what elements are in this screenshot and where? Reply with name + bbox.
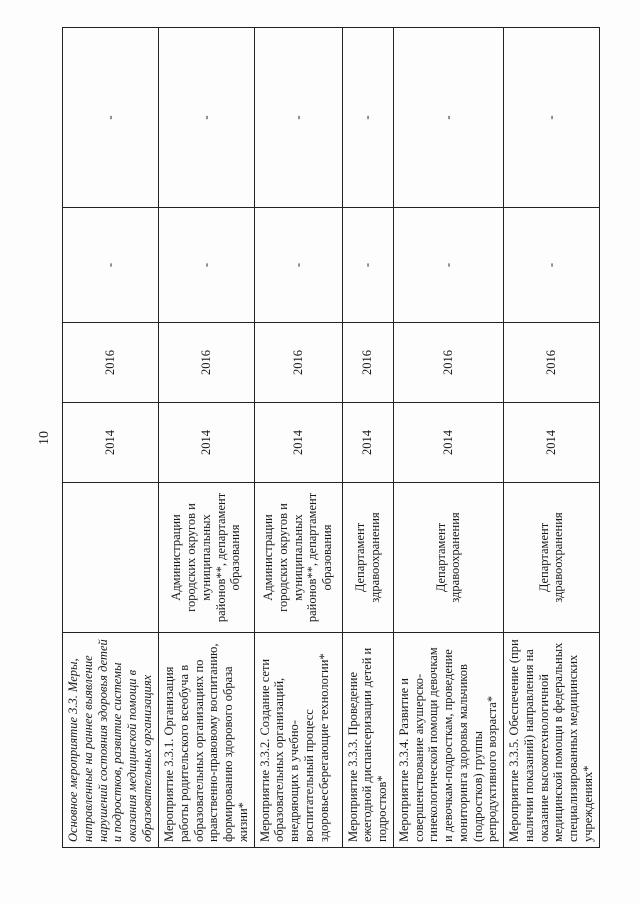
start-year-cell: 2014 [504, 403, 600, 483]
measure-name-cell: Основное мероприятие 3.3. Меры, направленные на раннее выявление нарушений состояния здоровья детей и подростков, развитие системы оказания медицинской помощи в образовательных организациях [63, 633, 159, 848]
measures-table [62, 27, 600, 848]
indicator-cell: - [504, 28, 600, 208]
result-cell: - [254, 208, 342, 323]
indicator-cell: - [342, 28, 393, 208]
start-year-cell: 2014 [63, 403, 159, 483]
table-row [63, 28, 159, 848]
result-cell: - [342, 208, 393, 323]
result-cell: - [159, 208, 255, 323]
end-year-cell: 2016 [393, 323, 503, 403]
start-year-cell: 2014 [393, 403, 503, 483]
end-year-cell: 2016 [254, 323, 342, 403]
result-cell: - [504, 208, 600, 323]
result-cell: - [393, 208, 503, 323]
executor-cell: Департамент здравоохранения [393, 483, 503, 633]
start-year-cell: 2014 [342, 403, 393, 483]
measure-name-cell: Мероприятие 3.3.3. Проведение ежегодной диспансеризации детей и подростков* [342, 633, 393, 848]
table-row [393, 28, 503, 848]
measure-name-cell: Мероприятие 3.3.1. Организация работы родительского всеобуча в образовательных организациях по нравственно-правовому воспитанию, формированию здорового образа жизни* [159, 633, 255, 848]
executor-cell: Департамент здравоохранения [504, 483, 600, 633]
end-year-cell: 2016 [159, 323, 255, 403]
end-year-cell: 2016 [504, 323, 600, 403]
table-row [254, 28, 342, 848]
table-row [159, 28, 255, 848]
measure-name-cell: Мероприятие 3.3.5. Обеспечение (при наличии показаний) направления на оказание высокотехнологичной медицинской помощи в федеральных специализированных медицинских учреждениях* [504, 633, 600, 848]
table-row [342, 28, 393, 848]
result-cell: - [63, 208, 159, 323]
end-year-cell: 2016 [63, 323, 159, 403]
measure-name-cell: Мероприятие 3.3.4. Развитие и совершенствование акушерско-гинекологической помощи девочкам и девочкам-подросткам, проведение мониторинга здоровья мальчиков (подростков) группы репродуктивного возраста* [393, 633, 503, 848]
indicator-cell: - [159, 28, 255, 208]
executor-cell: Администрации городских округов и муниципальных районов**, департамент образования [159, 483, 255, 633]
rotated-table-wrapper [62, 28, 595, 848]
start-year-cell: 2014 [159, 403, 255, 483]
page-number: 10 [37, 431, 52, 445]
end-year-cell: 2016 [342, 323, 393, 403]
measure-name-cell: Мероприятие 3.3.2. Создание сети образовательных организаций, внедряющих в учебно-воспитательный процесс здоровьесберегающие технологии* [254, 633, 342, 848]
start-year-cell: 2014 [254, 403, 342, 483]
executor-cell: Департамент здравоохранения [342, 483, 393, 633]
indicator-cell: - [254, 28, 342, 208]
executor-cell: Администрации городских округов и муниципальных районов**, департамент образования [254, 483, 342, 633]
indicator-cell: - [63, 28, 159, 208]
indicator-cell: - [393, 28, 503, 208]
table-row [504, 28, 600, 848]
executor-cell [63, 483, 159, 633]
